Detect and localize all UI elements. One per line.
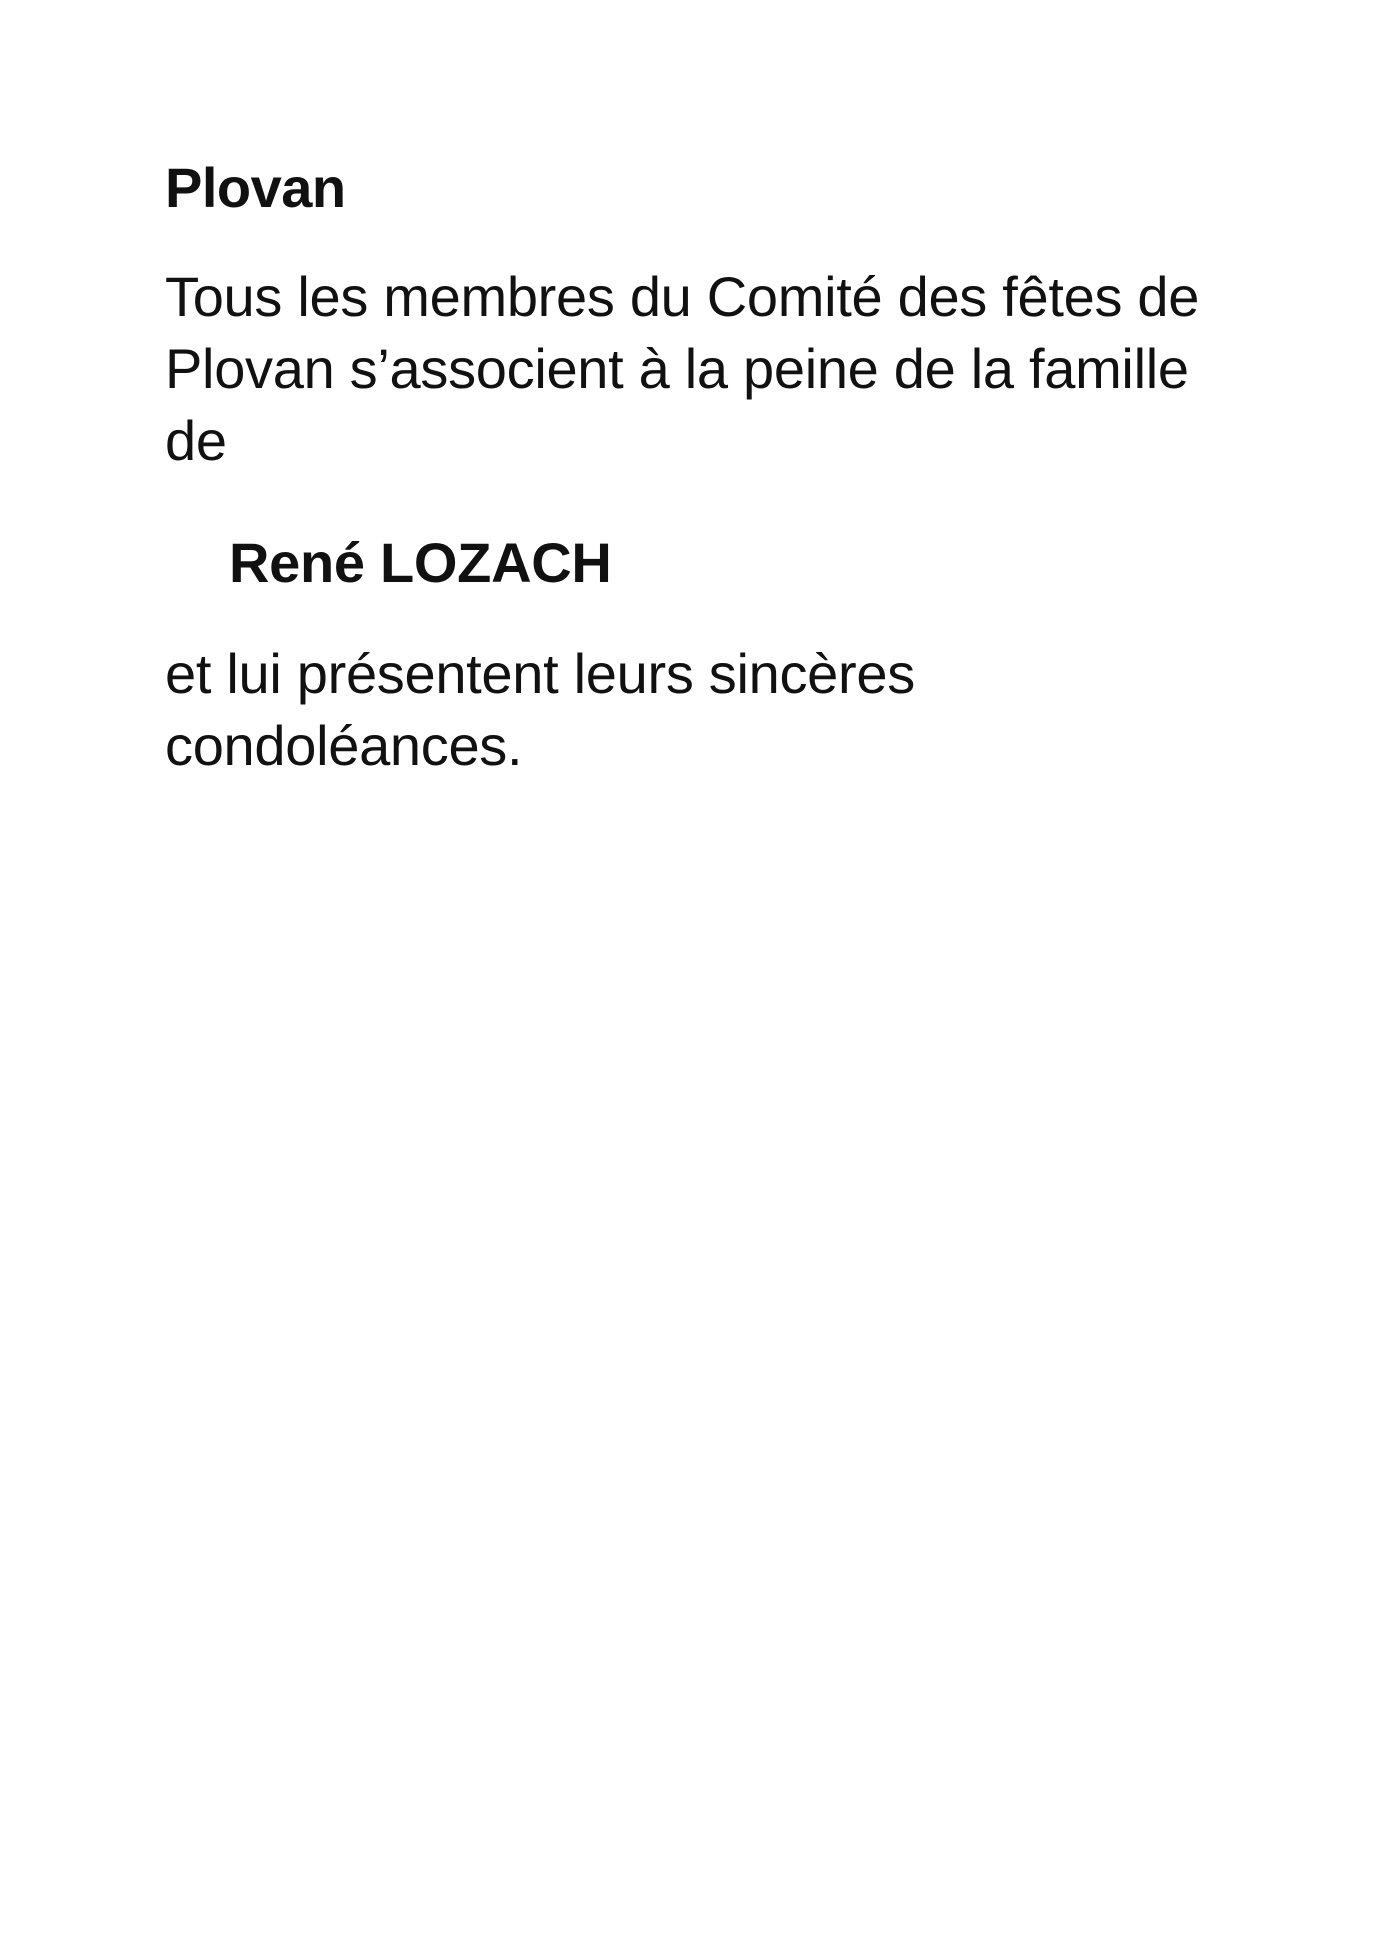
deceased-name: René LOZACH — [229, 531, 612, 594]
obituary-notice — [165, 150, 1265, 782]
notice-intro-text: Tous les membres du Comité des fêtes de Plovan s’associent à la peine de la famille de — [165, 265, 1200, 472]
notice-heading: Plovan — [165, 156, 346, 219]
notice-closing-text: et lui présentent leurs sincères condoléances. — [165, 642, 915, 777]
